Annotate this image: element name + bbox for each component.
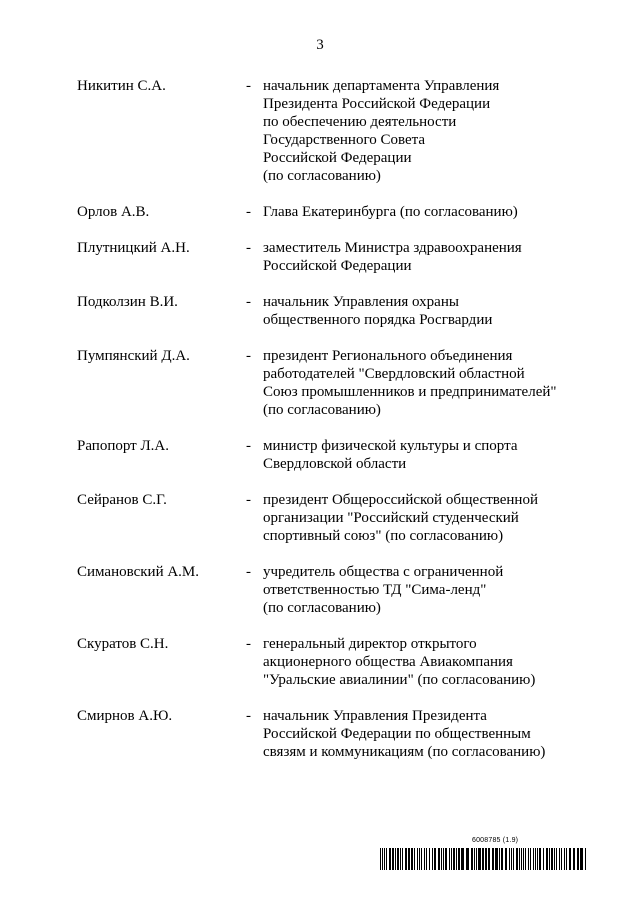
position-line: учредитель общества с ограниченной [263, 564, 504, 580]
dash-separator: - [246, 492, 251, 508]
position-line: Российской Федерации по общественным [263, 726, 531, 742]
dash-separator: - [246, 294, 251, 310]
member-name: Скуратов С.Н. [77, 636, 169, 652]
position-line: заместитель Министра здравоохранения [263, 240, 522, 256]
position-line: (по согласованию) [263, 168, 381, 184]
member-name: Рапопорт Л.А. [77, 438, 169, 454]
position-line: Глава Екатеринбурга (по согласованию) [263, 204, 518, 220]
dash-separator: - [246, 348, 251, 364]
member-position [263, 563, 583, 617]
dash-separator: - [246, 708, 251, 724]
member-name: Никитин С.А. [77, 78, 166, 94]
member-name: Подколзин В.И. [77, 294, 178, 310]
position-line: начальник Управления Президента [263, 708, 487, 724]
position-line: Российской Федерации [263, 150, 412, 166]
position-line: "Уральские авиалинии" (по согласованию) [263, 672, 536, 688]
member-position [263, 437, 583, 473]
page-number: 3 [316, 37, 324, 53]
list-item [0, 707, 640, 779]
member-position [263, 239, 583, 275]
position-line: общественного порядка Росгвардии [263, 312, 493, 328]
dash-separator: - [246, 240, 251, 256]
position-line: (по согласованию) [263, 402, 381, 418]
position-line: (по согласованию) [263, 600, 381, 616]
list-item [0, 635, 640, 707]
list-item [0, 203, 640, 239]
list-item [0, 437, 640, 491]
list-item [0, 77, 640, 203]
member-position [263, 77, 583, 185]
member-position [263, 707, 583, 761]
member-name: Смирнов А.Ю. [77, 708, 173, 724]
member-position [263, 635, 583, 689]
position-line: организации "Российский студенческий [263, 510, 519, 526]
list-item [0, 563, 640, 635]
position-line: Свердловской области [263, 456, 407, 472]
dash-separator: - [246, 438, 251, 454]
member-name: Симановский А.М. [77, 564, 200, 580]
position-line: президент Регионального объединения [263, 348, 513, 364]
member-list [0, 77, 640, 779]
dash-separator: - [246, 564, 251, 580]
position-line: Российской Федерации [263, 258, 412, 274]
member-name: Плутницкий А.Н. [77, 240, 190, 256]
dash-separator: - [246, 636, 251, 652]
member-position [263, 491, 583, 545]
position-line: президент Общероссийской общественной [263, 492, 538, 508]
position-line: ответственностью ТД "Сима-ленд" [263, 582, 487, 598]
member-position [263, 203, 583, 221]
member-position [263, 347, 583, 419]
barcode-icon [380, 848, 588, 870]
list-item [0, 239, 640, 293]
list-item [0, 491, 640, 563]
position-line: спортивный союз" (по согласованию) [263, 528, 504, 544]
position-line: Государственного Совета [263, 132, 426, 148]
position-line: генеральный директор открытого [263, 636, 477, 652]
position-line: акционерного общества Авиакомпания [263, 654, 513, 670]
list-item [0, 347, 640, 437]
position-line: по обеспечению деятельности [263, 114, 457, 130]
position-line: Президента Российской Федерации [263, 96, 491, 112]
position-line: начальник Управления охраны [263, 294, 459, 310]
position-line: начальник департамента Управления [263, 78, 500, 94]
member-name: Орлов А.В. [77, 204, 150, 220]
position-line: работодателей "Свердловский областной [263, 366, 525, 382]
position-line: Союз промышленников и предпринимателей" [263, 384, 557, 400]
member-name: Сейранов С.Г. [77, 492, 167, 508]
member-position [263, 293, 583, 329]
dash-separator: - [246, 204, 251, 220]
dash-separator: - [246, 78, 251, 94]
member-name: Пумпянский Д.А. [77, 348, 190, 364]
barcode-label: 6008785 (1.9) [472, 837, 519, 844]
position-line: министр физической культуры и спорта [263, 438, 518, 454]
position-line: связям и коммуникациям (по согласованию) [263, 744, 546, 760]
list-item [0, 293, 640, 347]
